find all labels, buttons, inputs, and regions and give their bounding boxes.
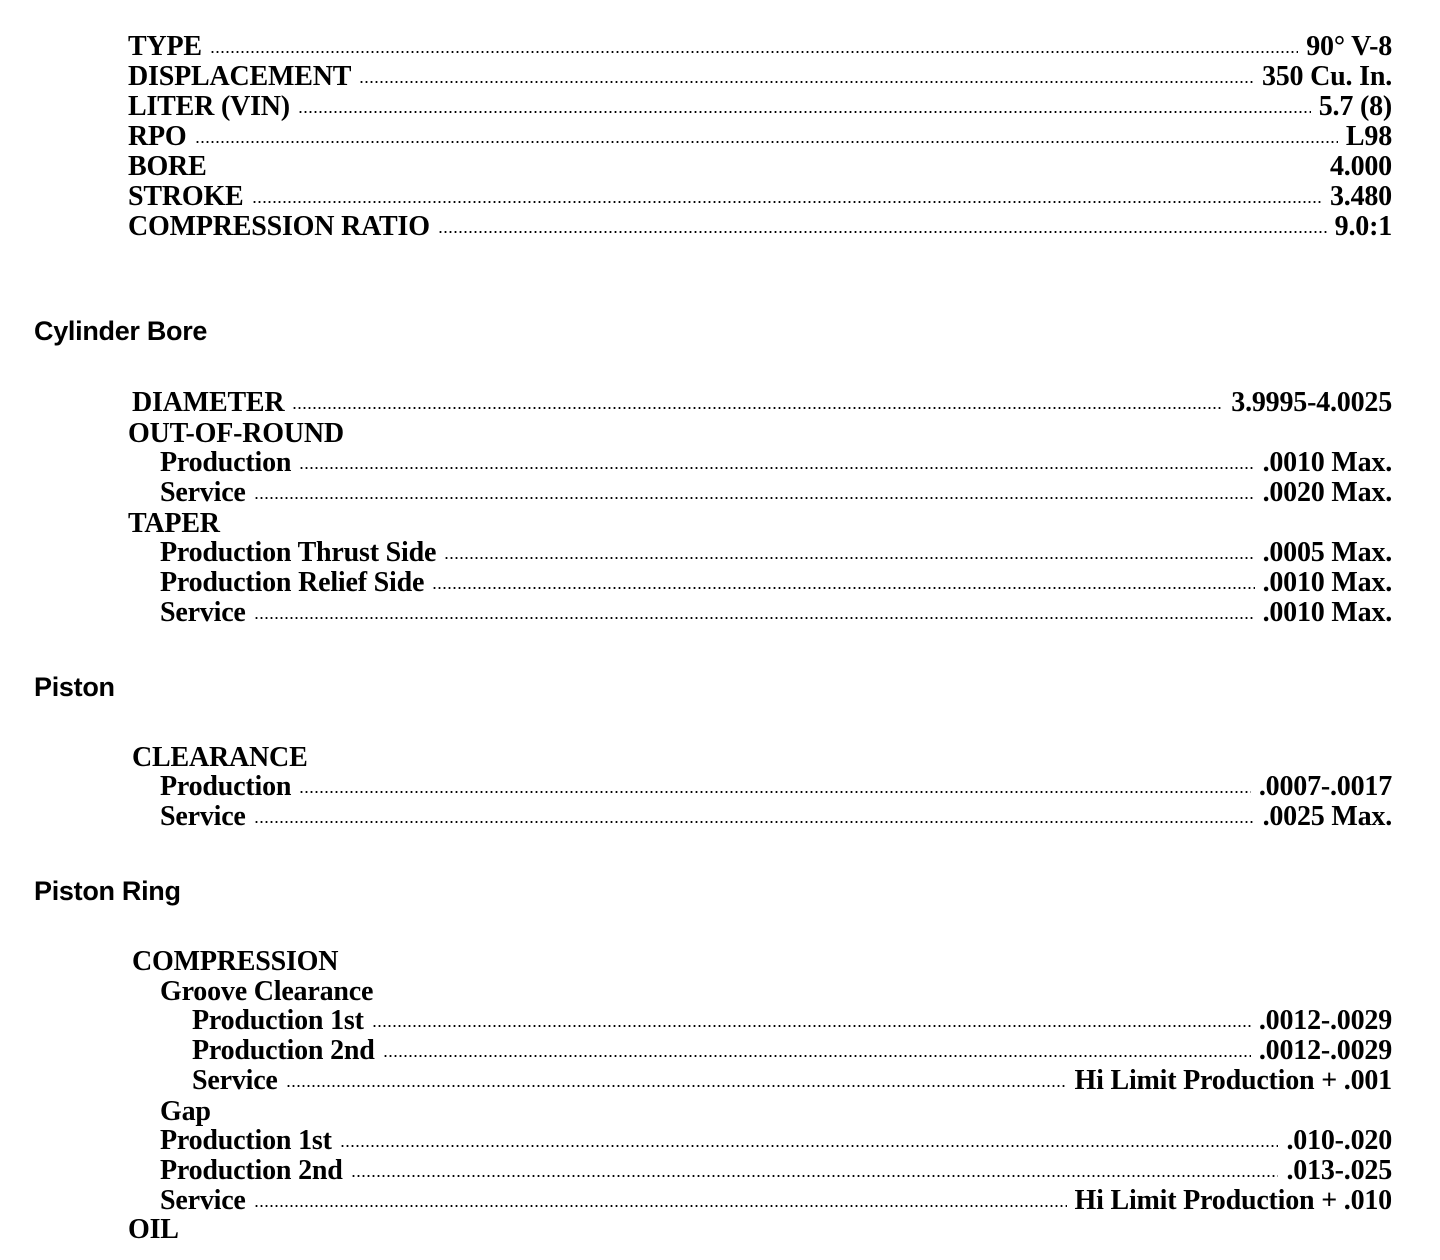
spec-label: Service: [160, 801, 246, 832]
spec-value: 350 Cu. In.: [1261, 61, 1392, 92]
section-heading-cylinder-bore: Cylinder Bore: [34, 316, 208, 346]
spec-row-stroke: [128, 182, 1392, 212]
spec-label: Production 1st: [192, 1005, 364, 1036]
spec-row-gap-production-2nd: [160, 1156, 1392, 1186]
spec-value: 5.7 (8): [1318, 91, 1392, 122]
spec-row-groove-service: [192, 1066, 1392, 1096]
spec-value: .0025 Max.: [1262, 801, 1392, 832]
spec-label: LITER (VIN): [128, 91, 290, 122]
spec-value: 90° V-8: [1306, 31, 1392, 62]
spec-row-clearance-production: [160, 772, 1392, 802]
spec-label: STROKE: [128, 181, 244, 212]
spec-value: .0010 Max.: [1262, 597, 1392, 628]
spec-label: DISPLACEMENT: [128, 61, 352, 92]
subheading-clearance: CLEARANCE: [132, 742, 308, 773]
spec-row-gap-production-1st: [160, 1126, 1392, 1156]
spec-row-liter: [128, 92, 1392, 122]
dot-leader: [351, 1172, 1279, 1180]
subheading-oil: OIL: [128, 1214, 179, 1245]
dot-leader: [444, 554, 1254, 562]
spec-value: .0012-.0029: [1258, 1005, 1392, 1036]
spec-value: Hi Limit Production + .010: [1074, 1185, 1392, 1216]
subheading-groove-clearance: Groove Clearance: [160, 976, 374, 1007]
spec-value: .013-.025: [1286, 1155, 1392, 1186]
spec-label: Production Thrust Side: [160, 537, 437, 568]
spec-label: Service: [192, 1065, 278, 1096]
dot-leader: [372, 1022, 1251, 1030]
spec-row-taper-thrust: [160, 538, 1392, 568]
subheading-compression: COMPRESSION: [132, 946, 339, 977]
spec-value: .0012-.0029: [1258, 1035, 1392, 1066]
spec-label: Service: [160, 597, 246, 628]
spec-row-oor-production: [160, 448, 1392, 478]
spec-row-type: [128, 32, 1392, 62]
spec-label: Production: [160, 771, 292, 802]
spec-label: Production 2nd: [192, 1035, 375, 1066]
dot-leader: [438, 228, 1327, 236]
spec-row-taper-relief: [160, 568, 1392, 598]
subheading-gap: Gap: [160, 1096, 211, 1127]
dot-leader: [286, 1082, 1067, 1090]
spec-value: L98: [1345, 121, 1392, 152]
dot-leader: [340, 1142, 1279, 1150]
dot-leader: [299, 788, 1251, 796]
dot-leader: [254, 614, 1255, 622]
spec-label: COMPRESSION RATIO: [128, 211, 430, 242]
spec-row-bore: [128, 152, 1392, 182]
dot-leader: [210, 48, 1298, 56]
subheading-taper: TAPER: [128, 508, 220, 539]
spec-value: Hi Limit Production + .001: [1074, 1065, 1392, 1096]
dot-leader: [254, 818, 1255, 826]
spec-label: BORE: [128, 151, 207, 182]
spec-label: Service: [160, 1185, 246, 1216]
spec-row-clearance-service: [160, 802, 1392, 832]
dot-leader: [383, 1052, 1251, 1060]
spec-label: Production 2nd: [160, 1155, 343, 1186]
spec-row-oor-service: [160, 478, 1392, 508]
spec-row-gap-service: [160, 1186, 1392, 1216]
spec-value: 9.0:1: [1334, 211, 1392, 242]
section-heading-piston: Piston: [34, 672, 115, 702]
spec-value: .0020 Max.: [1262, 477, 1392, 508]
spec-row-groove-production-2nd: [192, 1036, 1392, 1066]
spec-value: 3.9995-4.0025: [1231, 387, 1392, 418]
dot-leader: [432, 584, 1254, 592]
spec-row-taper-service: [160, 598, 1392, 628]
spec-label: Production 1st: [160, 1125, 332, 1156]
section-heading-piston-ring: Piston Ring: [34, 876, 181, 906]
spec-value: .010-.020: [1286, 1125, 1392, 1156]
spec-value: .0010 Max.: [1262, 447, 1392, 478]
dot-leader: [195, 138, 1338, 146]
spec-label: DIAMETER: [132, 387, 285, 418]
spec-value: 4.000: [1329, 151, 1392, 182]
subheading-out-of-round: OUT-OF-ROUND: [128, 418, 344, 449]
spec-row-compression-ratio: [128, 212, 1392, 242]
spec-value: .0007-.0017: [1258, 771, 1392, 802]
dot-leader: [292, 404, 1223, 412]
dot-leader: [254, 494, 1255, 502]
spec-value: .0005 Max.: [1262, 537, 1392, 568]
dot-leader: [359, 78, 1254, 86]
spec-value: .0010 Max.: [1262, 567, 1392, 598]
spec-row-diameter: [132, 388, 1392, 418]
spec-row-displacement: [128, 62, 1392, 92]
dot-leader: [252, 198, 1322, 206]
spec-value: 3.480: [1329, 181, 1392, 212]
spec-label: TYPE: [128, 31, 202, 62]
spec-label: RPO: [128, 121, 187, 152]
spec-label: Production: [160, 447, 292, 478]
dot-leader: [299, 464, 1254, 472]
spec-row-groove-production-1st: [192, 1006, 1392, 1036]
dot-leader: [254, 1202, 1067, 1210]
dot-leader: [298, 108, 1311, 116]
spec-label: Production Relief Side: [160, 567, 425, 598]
spec-label: Service: [160, 477, 246, 508]
spec-row-rpo: [128, 122, 1392, 152]
